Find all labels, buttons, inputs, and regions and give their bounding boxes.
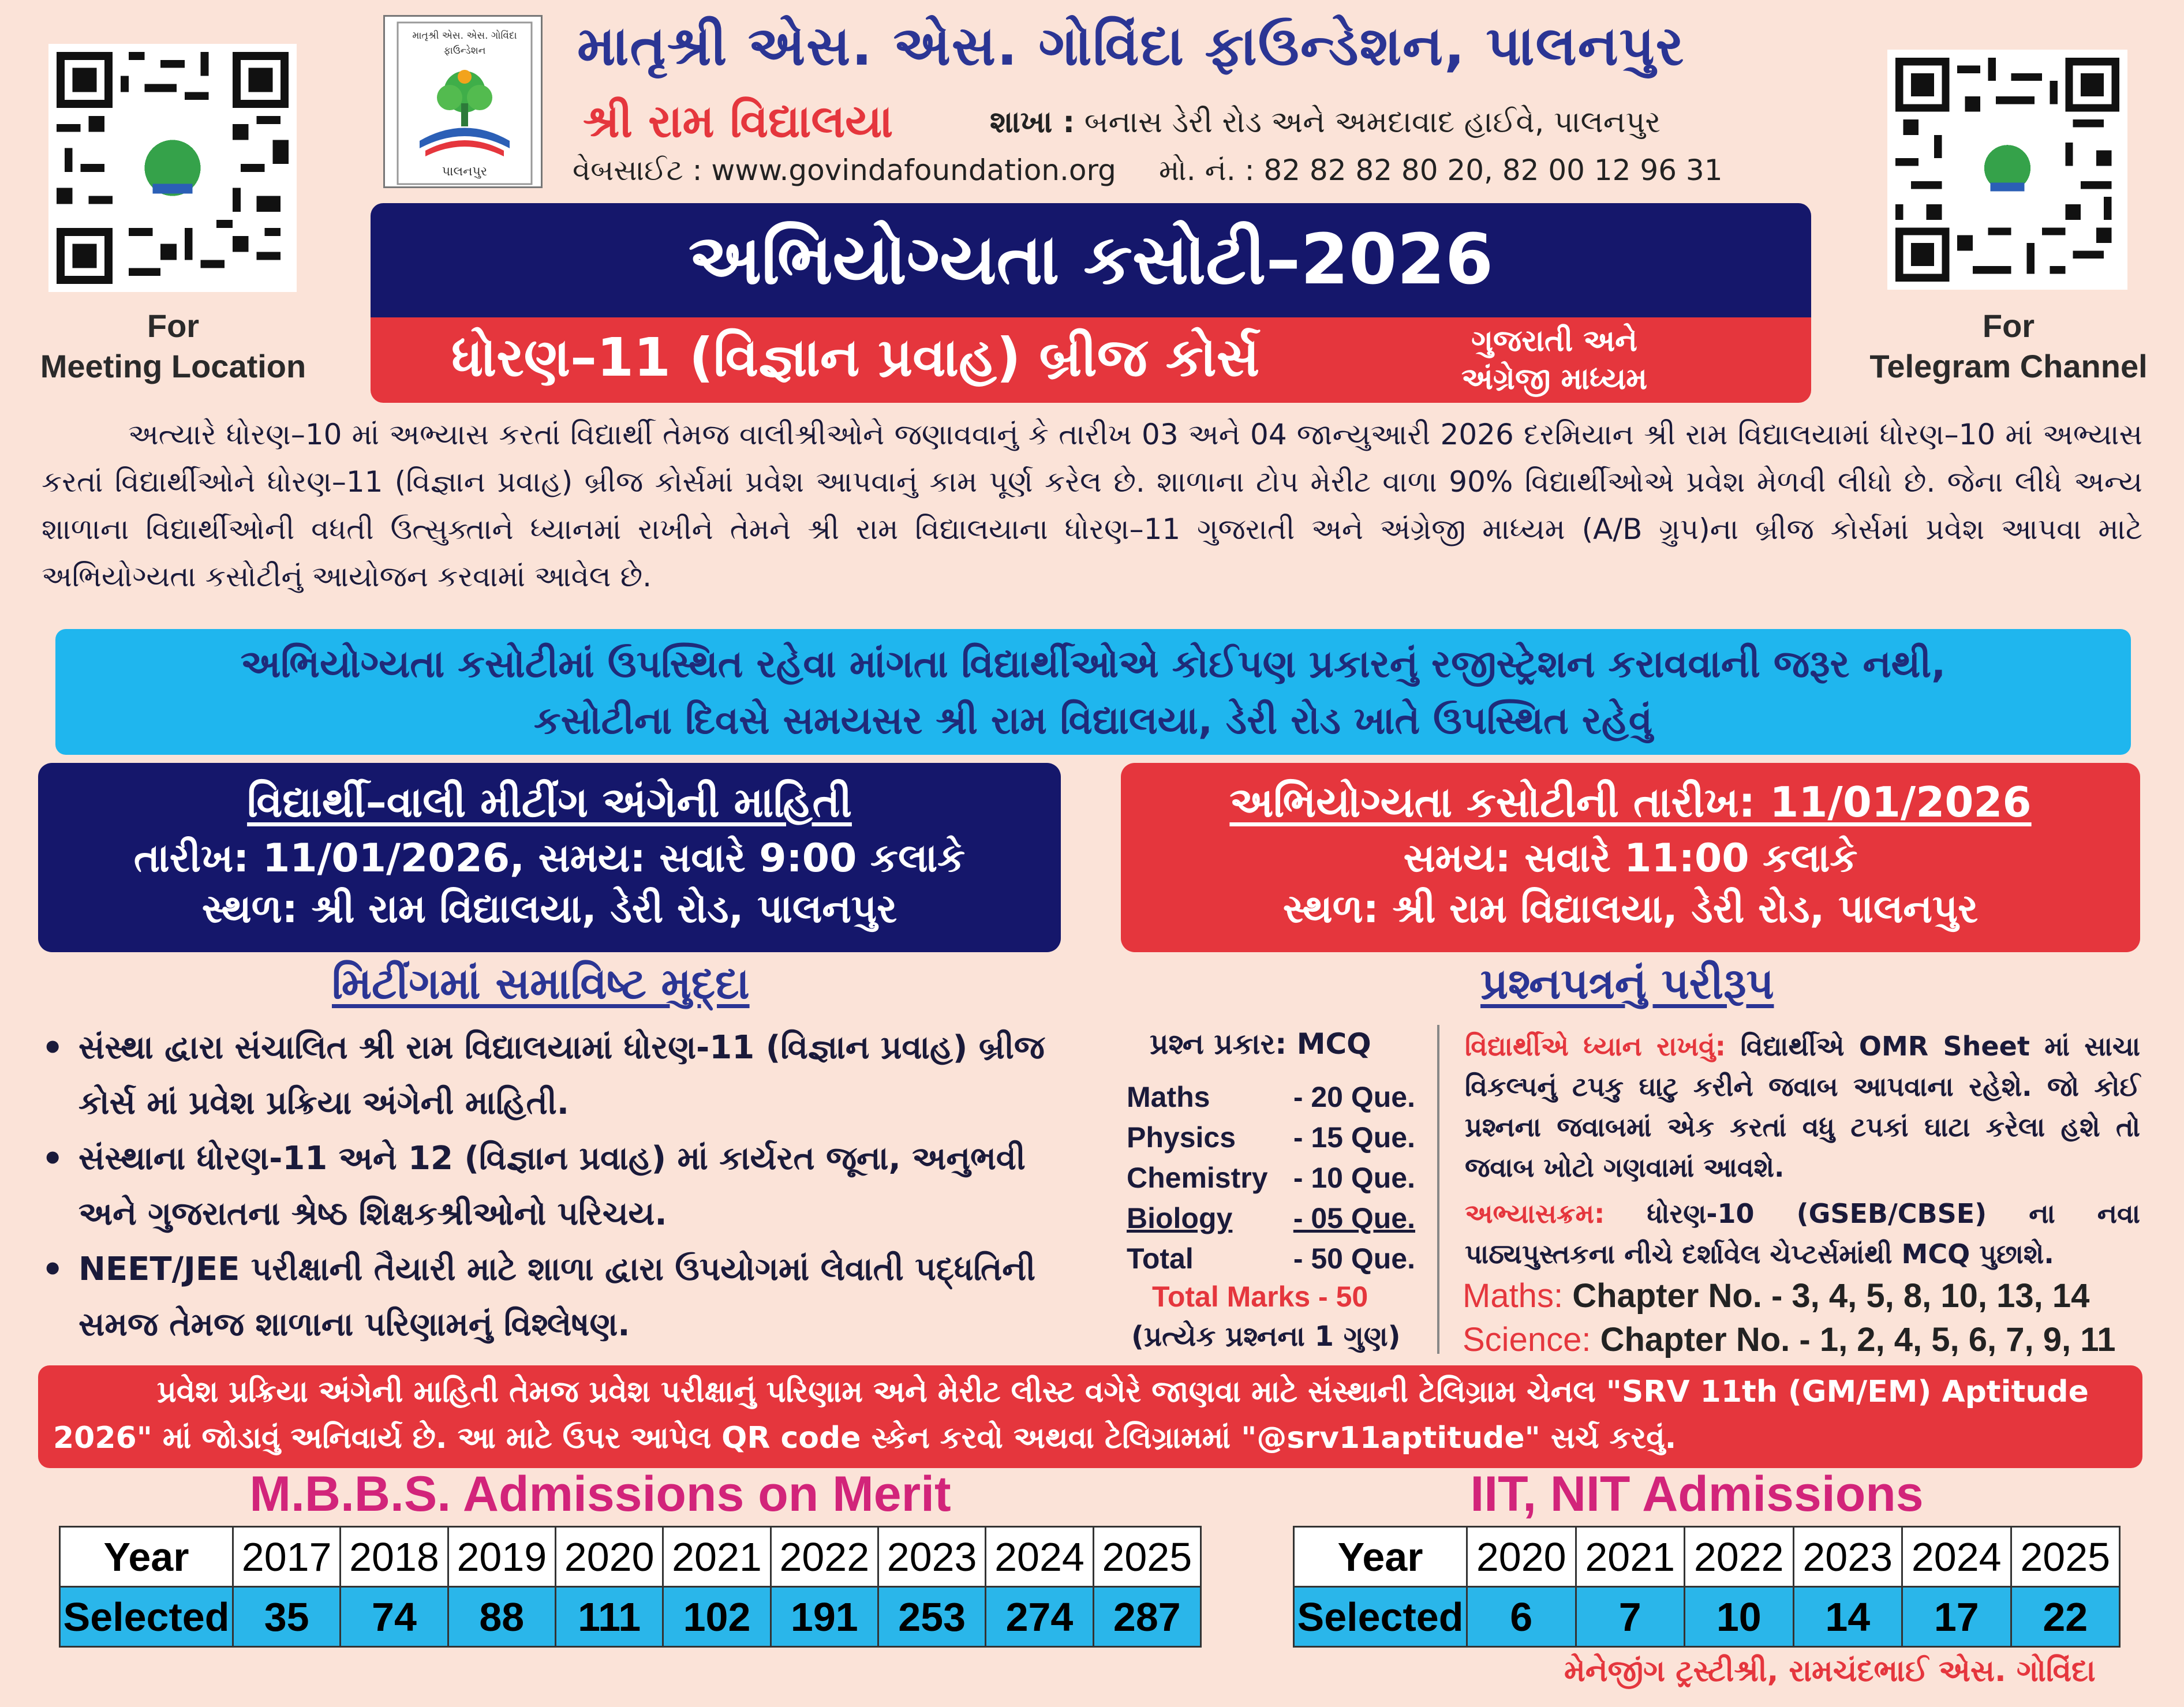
organization-name: માતૃશ્રી એસ. એસ. ગોવિંદા ફાઉન્ડેશન, પાલનપુર	[577, 15, 1685, 78]
qr-caption-line: For	[147, 308, 200, 344]
year-cell: 2022	[771, 1527, 878, 1587]
branch-value: બનાસ ડેરી રોડ અને અમદાવાદ હાઈવે, પાલનપુર	[1084, 105, 1661, 140]
subject-name: Maths	[1127, 1081, 1210, 1113]
selected-cell: 10	[1685, 1587, 1794, 1647]
meeting-info-box	[38, 763, 1061, 952]
selected-cell: 274	[986, 1587, 1093, 1647]
note-text: વિદ્યાર્થીએ OMR Sheet માં સાચા વિકલ્પનું ટપકુ ઘાટુ કરીને જવાબ આપવાના રહેશે. જો કોઈ પ્રશ્નના જવાબમાં એક કરતાં વધુ ટપકાં ઘાટા કરેલા હશે તો જવાબ ખોટો ગણવામાં આવશે.	[1465, 1031, 2140, 1183]
selected-cell: 7	[1576, 1587, 1685, 1647]
table-row	[1294, 1527, 2120, 1587]
no-registration-notice	[55, 629, 2131, 755]
syllabus-info	[1465, 1193, 2140, 1274]
subject-count: - 50 Que.	[1293, 1242, 1415, 1275]
year-cell: 2018	[341, 1527, 448, 1587]
selected-cell: 17	[1902, 1587, 2011, 1647]
selected-header: Selected	[1294, 1587, 1467, 1647]
maths-chapters	[1463, 1274, 2089, 1318]
selected-cell: 287	[1093, 1587, 1201, 1647]
meeting-location-caption	[17, 306, 329, 387]
medium-line: ગુજરાતી અને	[1471, 324, 1637, 358]
maths-chapter-list: Chapter No. - 3, 4, 5, 8, 10, 13, 14	[1572, 1277, 2090, 1315]
managing-trustee-signature: મેનેજીંગ ટ્રસ્ટીશ્રી, રામચંદભાઈ એસ. ગોવિંદા	[1564, 1654, 2096, 1689]
branch-label: શાખા :	[990, 105, 1075, 140]
selected-cell: 35	[233, 1587, 341, 1647]
selected-cell: 111	[555, 1587, 663, 1647]
meeting-heading: વિદ્યાર્થી–વાલી મીટીંગ અંગેની માહિતી	[247, 778, 852, 826]
subject-row	[1127, 1198, 1415, 1238]
note-label: વિદ્યાર્થીએ ધ્યાન રાખવું:	[1465, 1031, 1726, 1062]
medium-text	[1461, 322, 1647, 398]
tree-book-logo-icon	[385, 17, 544, 190]
syllabus-text: ધોરણ-10 (GSEB/CBSE) ના નવા પાઠ્યપુસ્તકના નીચે દર્શાવેલ ચેપ્ટર્સમાંથી MCQ પુછાશે.	[1465, 1198, 2140, 1270]
meeting-points-list	[38, 1020, 1071, 1353]
course-banner	[371, 317, 1811, 403]
subject-count: - 15 Que.	[1293, 1121, 1415, 1154]
omr-instruction	[1465, 1026, 2140, 1188]
notice-line: કસોટીના દિવસે સમયસર શ્રી રામ વિદ્યાલયા, ડેરી રોડ ખાતે ઉપસ્થિત રહેવું	[534, 698, 1652, 743]
marks-per-question: (પ્રત્યેક પ્રશ્નના 1 ગુણ)	[1131, 1320, 1401, 1353]
list-item: • NEET/JEE પરીક્ષાની તૈયારી માટે શાળા દ્વારા ઉપયોગમાં લેવાતી પદ્ધતિની સમજ તેમજ શાળાના પરિણામનું વિશ્લેષણ.	[38, 1242, 1071, 1353]
maths-label: Maths:	[1463, 1277, 1564, 1315]
total-marks: Total Marks - 50	[1152, 1281, 1368, 1313]
science-chapter-list: Chapter No. - 1, 2, 4, 5, 6, 7, 9, 11	[1600, 1321, 2116, 1358]
meeting-venue: સ્થળ: શ્રી રામ વિદ્યાલયા, ડેરી રોડ, પાલનપુર	[201, 886, 897, 932]
iit-admissions-title: IIT, NIT Admissions	[1470, 1466, 1924, 1522]
selected-cell: 14	[1793, 1587, 1902, 1647]
year-header: Year	[60, 1527, 233, 1587]
qr-caption-line: Telegram Channel	[1869, 348, 2148, 384]
year-cell: 2017	[233, 1527, 341, 1587]
qr-caption-line: For	[1982, 308, 2035, 344]
meeting-points-heading: મિટીંગમાં સમાવિષ્ટ મુદ્દા	[332, 959, 750, 1009]
year-cell: 2022	[1685, 1527, 1794, 1587]
exam-time: સમય: સવારે 11:00 કલાકે	[1403, 836, 1858, 881]
subject-row	[1127, 1158, 1415, 1198]
logo-bottom-text: પાલનપુર	[442, 164, 488, 179]
year-cell: 2025	[2011, 1527, 2120, 1587]
telegram-notice: પ્રવેશ પ્રક્રિયા અંગેની માહિતી તેમજ પ્રવેશ પરીક્ષાનું પરિણામ અને મેરીટ લીસ્ટ વગેરે જાણવા માટે સંસ્થાની ટેલિગ્રામ ચેનલ "SRV 11th (GM/EM) Aptitude 2026" માં જોડાવું અનિવાર્ય છે. આ માટે ઉપર આપેલ QR code સ્કેન કરવો અથવા ટેલિગ્રામમાં "@srv11aptitude" સર્ચ કરવું.	[38, 1365, 2142, 1468]
intro-paragraph: અત્યારે ધોરણ–10 માં અભ્યાસ કરતાં વિદ્યાર્થી તેમજ વાલીશ્રીઓને જણાવવાનું કે તારીખ 03 અને 04 જાન્યુઆરી 2026 દરમિયાન શ્રી રામ વિદ્યાલયામાં ધોરણ–10 માં અભ્યાસ કરતાં વિદ્યાર્થીઓને ધોરણ–11 (વિજ્ઞાન પ્રવાહ) બ્રીજ કોર્સમાં પ્રવેશ આપવાનું કામ પૂર્ણ કરેલ છે. શાળાના ટોપ મેરીટ વાળા 90% વિદ્યાર્થીઓએ પ્રવેશ મેળવી લીધો છે. જેના લીધે અન્ય શાળાના વિદ્યાર્થીઓની વધતી ઉત્સુક્તાને ધ્યાનમાં રાખીને તેમને શ્રી રામ વિદ્યાલયાના ધોરણ–11 ગુજરાતી અને અંગ્રેજી માધ્યમ (A/B ગ્રુપ)ના બ્રીજ કોર્સમાં પ્રવેશ આપવા માટે અભિયોગ્યતા કસોટીનું આયોજન કરવામાં આવેલ છે.	[42, 418, 2142, 593]
mbbs-admissions-title: M.B.B.S. Admissions on Merit	[249, 1466, 951, 1522]
subject-count: - 20 Que.	[1293, 1081, 1415, 1113]
iit-admissions-table	[1293, 1526, 2121, 1648]
selected-header: Selected	[60, 1587, 233, 1647]
year-cell: 2021	[663, 1527, 771, 1587]
subject-name: Total	[1127, 1242, 1194, 1275]
list-item: • સંસ્થાના ધોરણ-11 અને 12 (વિજ્ઞાન પ્રવાહ) માં કાર્યરત જૂના, અનુભવી અને ગુજરાતના શ્રેષ્ઠ શિક્ષકશ્રીઓનો પરિચય.	[38, 1131, 1071, 1242]
course-title: ધોરણ–11 (વિજ્ઞાન પ્રવાહ) બ્રીજ કોર્સ	[451, 327, 1260, 388]
mbbs-admissions-table	[59, 1526, 1202, 1648]
selected-cell: 22	[2011, 1587, 2120, 1647]
subject-row	[1127, 1077, 1415, 1117]
logo-top-text: માતૃશ્રી એસ. એસ. ગોવિંદા ફાઉન્ડેશન	[412, 30, 517, 57]
selected-cell: 102	[663, 1587, 771, 1647]
paper-pattern-heading: પ્રશ્નપત્રનું પરીરૂપ	[1480, 959, 1774, 1009]
subject-count: - 10 Que.	[1293, 1162, 1415, 1194]
year-cell: 2023	[878, 1527, 985, 1587]
year-cell: 2021	[1576, 1527, 1685, 1587]
phone-numbers: મો. નં. : 82 82 82 80 20, 82 00 12 96 31	[1159, 154, 1723, 187]
exam-title: અભિયોગ્યતા કસોટી–2026	[688, 220, 1494, 300]
meeting-date-time: તારીખ: 11/01/2026, સમય: સવારે 9:00 કલાકે	[133, 836, 966, 881]
list-item: • સંસ્થા દ્વારા સંચાલિત શ્રી રામ વિદ્યાલયામાં ધોરણ-11 (વિજ્ઞાન પ્રવાહ) બ્રીજ કોર્સ માં પ્રવેશ પ્રક્રિયા અંગેની માહિતી.	[38, 1020, 1071, 1131]
year-cell: 2020	[555, 1527, 663, 1587]
question-type: પ્રશ્ન પ્રકાર: MCQ	[1150, 1027, 1371, 1061]
foundation-logo	[383, 15, 543, 188]
selected-cell: 253	[878, 1587, 985, 1647]
science-label: Science:	[1463, 1321, 1591, 1358]
year-cell: 2024	[986, 1527, 1093, 1587]
year-cell: 2024	[1902, 1527, 2011, 1587]
year-cell: 2025	[1093, 1527, 1201, 1587]
meeting-location-qr[interactable]	[48, 44, 297, 292]
qr-caption-line: Meeting Location	[40, 348, 306, 384]
notice-line: અભિયોગ્યતા કસોટીમાં ઉપસ્થિત રહેવા માંગતા વિદ્યાર્થીઓએ કોઈપણ પ્રકારનું રજીસ્ટ્રેશન કરાવવાની જરૂર નથી,	[240, 642, 1946, 686]
year-cell: 2019	[448, 1527, 555, 1587]
exam-title-banner	[371, 203, 1811, 317]
medium-line: અંગ્રેજી માધ્યમ	[1461, 362, 1647, 396]
exam-info-box	[1121, 763, 2140, 952]
website-text[interactable]: વેબસાઈટ : www.govindafoundation.org	[573, 154, 1116, 187]
telegram-channel-qr[interactable]	[1887, 50, 2127, 290]
qr-code-icon	[57, 52, 289, 284]
year-cell: 2023	[1793, 1527, 1902, 1587]
subject-name: Physics	[1127, 1121, 1236, 1154]
exam-venue: સ્થળ: શ્રી રામ વિદ્યાલયા, ડેરી રોડ, પાલનપુર	[1282, 886, 1979, 932]
table-row	[60, 1587, 1201, 1647]
subject-name: Chemistry	[1127, 1162, 1268, 1194]
year-cell: 2020	[1467, 1527, 1576, 1587]
table-row	[60, 1527, 1201, 1587]
table-row	[1294, 1587, 2120, 1647]
subject-row	[1127, 1238, 1415, 1279]
qr-code-icon	[1895, 58, 2119, 282]
syllabus-label: અભ્યાસક્રમ:	[1465, 1198, 1605, 1229]
selected-cell: 191	[771, 1587, 878, 1647]
subject-name: Biology	[1127, 1202, 1233, 1234]
selected-cell: 88	[448, 1587, 555, 1647]
year-header: Year	[1294, 1527, 1467, 1587]
school-name: શ્રી રામ વિદ્યાલયા	[583, 96, 893, 148]
selected-cell: 74	[341, 1587, 448, 1647]
subject-row	[1127, 1117, 1415, 1158]
exam-heading: અભિયોગ્યતા કસોટીની તારીખ: 11/01/2026	[1229, 778, 2032, 826]
branch-address	[990, 105, 1661, 140]
subject-breakdown	[1127, 1077, 1415, 1279]
telegram-channel-caption	[1847, 306, 2170, 387]
subject-count: - 05 Que.	[1293, 1202, 1415, 1234]
selected-cell: 6	[1467, 1587, 1576, 1647]
column-divider	[1437, 1025, 1439, 1354]
science-chapters	[1463, 1318, 2116, 1362]
